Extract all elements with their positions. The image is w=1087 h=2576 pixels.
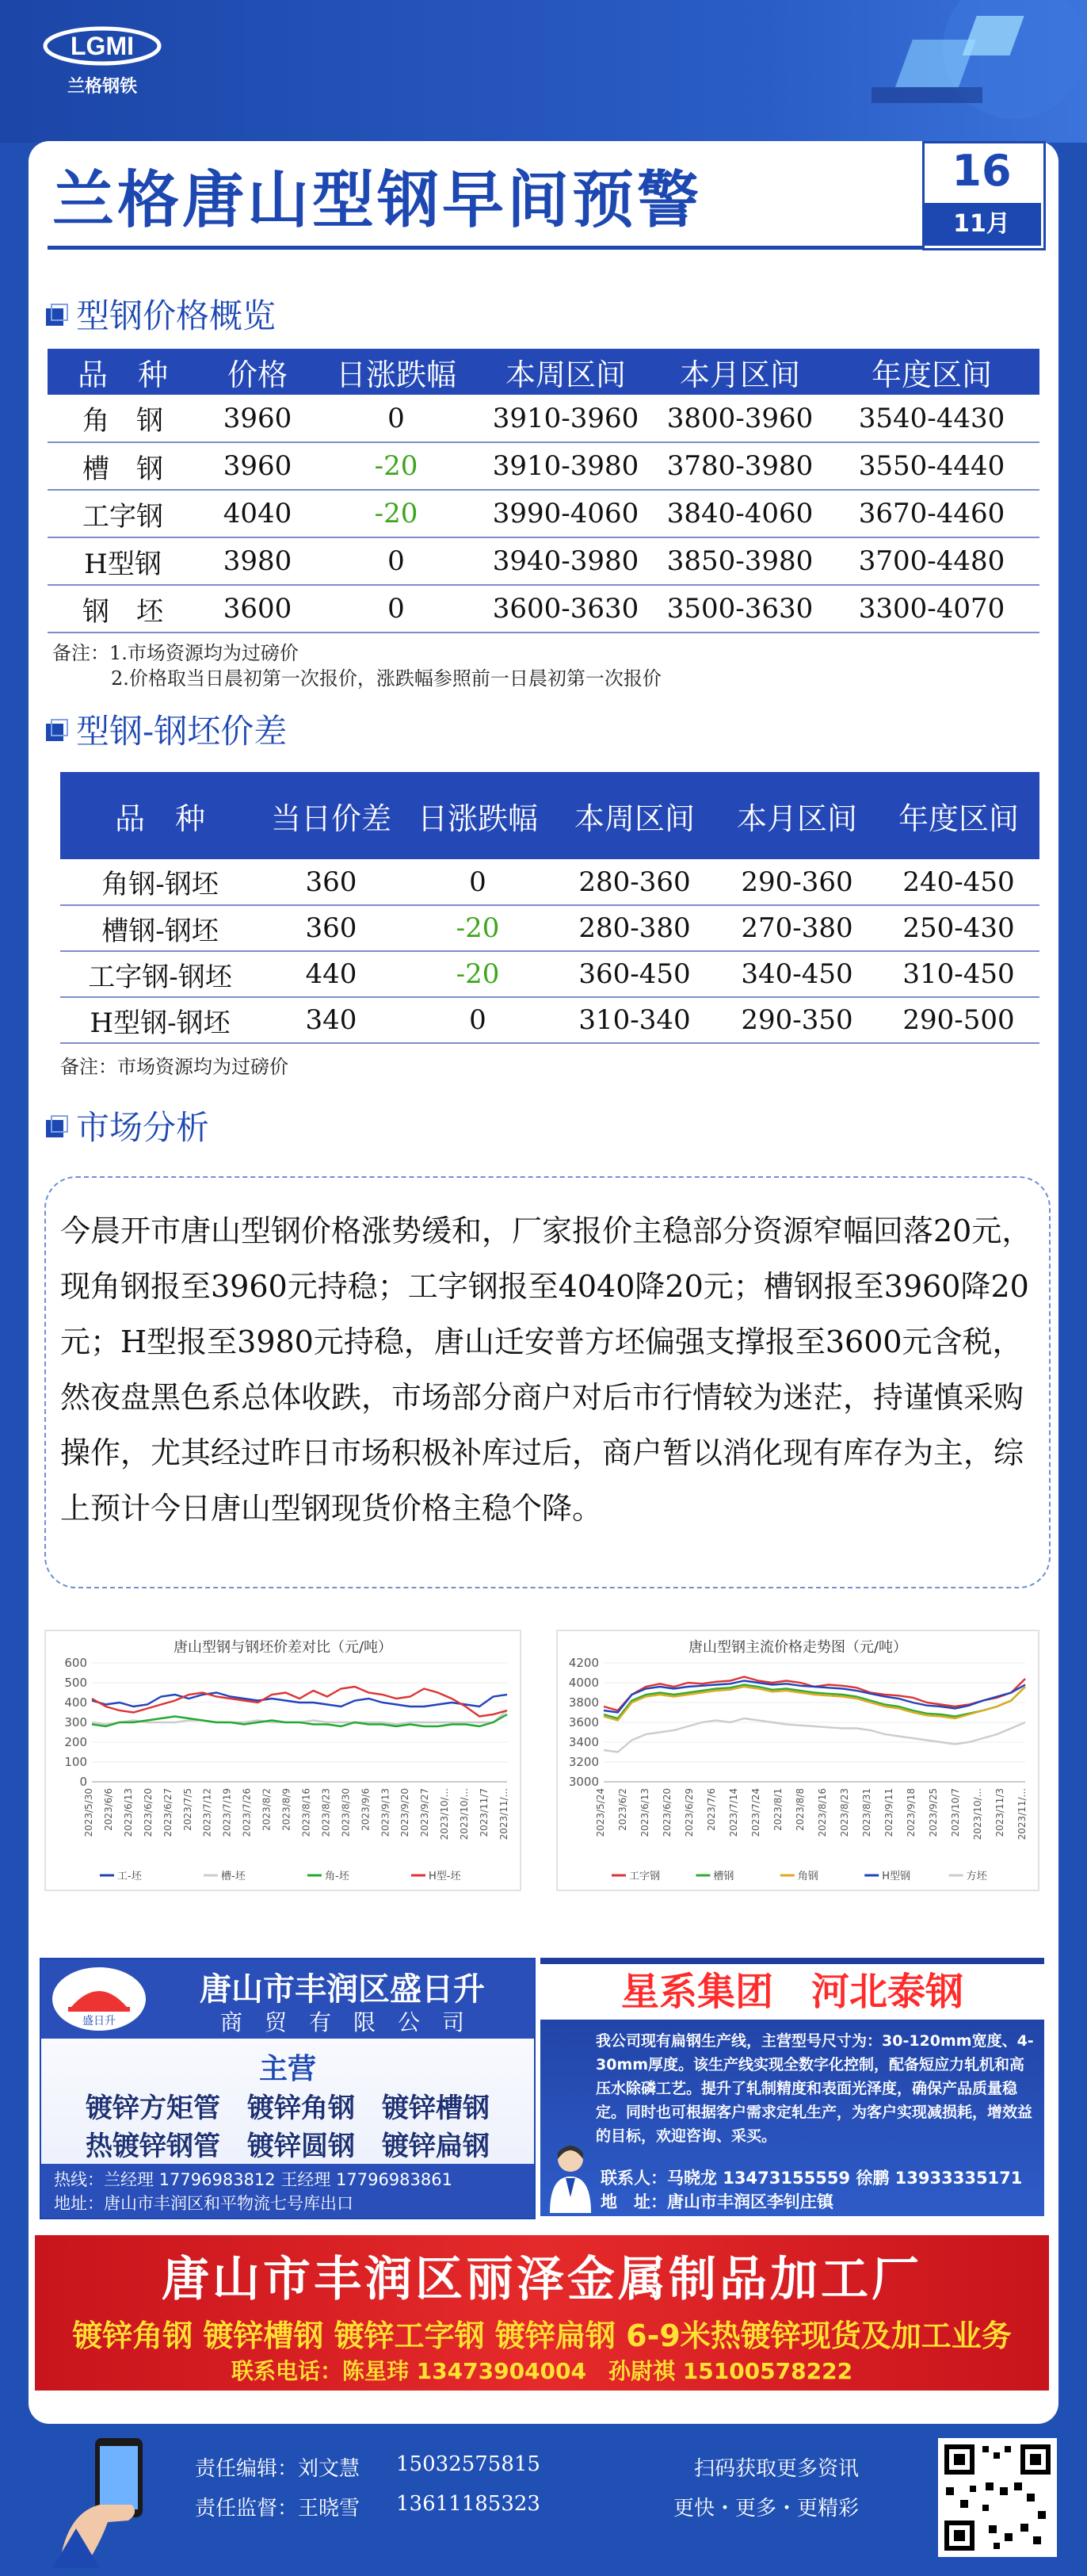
x-tick-label: 2023/6/29 — [684, 1788, 695, 1837]
x-tick-label: 2023/7/26 — [241, 1788, 253, 1837]
table-cell: 3670-4460 — [824, 490, 1039, 537]
y-tick-label: 3000 — [568, 1775, 599, 1789]
x-tick-label: 2023/6/27 — [162, 1788, 174, 1837]
x-tick-label: 2023/10/... — [459, 1788, 471, 1840]
legend-label: H型-坯 — [429, 1871, 461, 1882]
table-cell: 290-500 — [878, 997, 1039, 1043]
section-icon — [46, 719, 67, 740]
x-tick-label: 2023/9/27 — [419, 1788, 431, 1837]
ad-contact: 联系人：马晓龙 13473155559 徐鹏 13933335171 — [601, 2169, 1023, 2188]
table-row — [48, 490, 1039, 537]
table-cell: 280-380 — [553, 905, 716, 951]
table-note: 备注：市场资源均为过磅价 — [60, 1056, 288, 1078]
table-cell: 3910-3980 — [475, 442, 656, 490]
x-tick-label: 2023/7/6 — [706, 1788, 717, 1831]
y-tick-label: 400 — [64, 1695, 87, 1710]
ad-logo-badge — [52, 1967, 146, 2031]
table-cell: 3940-3980 — [475, 537, 656, 585]
x-tick-label: 2023/6/20 — [662, 1788, 673, 1837]
chart-title: 唐山型钢与钢坯价差对比（元/吨） — [173, 1639, 393, 1656]
table-cell: -20 — [402, 905, 553, 951]
x-tick-label: 2023/8/31 — [861, 1788, 872, 1837]
table-cell: 3700-4480 — [824, 537, 1039, 585]
column-header: 本月区间 — [656, 349, 824, 395]
table-cell: 290-350 — [716, 997, 878, 1043]
chart-trend — [556, 1630, 1039, 1891]
x-tick-label: 2023/9/20 — [399, 1788, 411, 1837]
x-tick-label: 2023/11/3 — [994, 1788, 1005, 1837]
legend-label: 槽钢 — [713, 1871, 734, 1882]
table-cell: 0 — [317, 585, 475, 633]
table-cell: 钢 坯 — [48, 585, 198, 633]
ad-title: 唐山市丰润区丽泽金属制品加工厂 — [162, 2252, 922, 2307]
date-month: 11月 — [922, 203, 1041, 246]
table-cell: -20 — [402, 951, 553, 997]
qr-code-icon[interactable] — [938, 2438, 1057, 2557]
table-cell: 0 — [317, 537, 475, 585]
table-cell: 240-450 — [878, 859, 1039, 905]
x-tick-label: 2023/6/13 — [639, 1788, 650, 1837]
table-cell: 340-450 — [716, 951, 878, 997]
column-header: 本周区间 — [553, 772, 716, 859]
table-row — [60, 905, 1039, 951]
x-tick-label: 2023/9/6 — [360, 1788, 372, 1831]
table-cell: 3960 — [198, 395, 317, 442]
ad-address: 地 址：唐山市丰润区李钊庄镇 — [601, 2192, 833, 2211]
header-decoration — [776, 0, 1087, 143]
ad-products-line: 镀锌方矩管 镀锌角钢 镀锌槽钢 — [86, 2093, 490, 2124]
column-header: 本月区间 — [716, 772, 878, 859]
ad-body: 我公司现有扁钢生产线，主营型号尺寸为：30-120mm宽度、4-30mm厚度。该生产线实现全数字化控制，配备短应力轧机和高压水除磷工艺。提升了轧制精度和表面光泽度，确保产品质量稳定。同时也可根据客户需求定轧生产，为客户实现减损耗，增效益的目标，欢迎咨询、采买。 — [596, 2032, 1034, 2145]
y-tick-label: 3200 — [568, 1755, 599, 1769]
table-row — [48, 442, 1039, 490]
table-cell: 槽 钢 — [48, 442, 198, 490]
footer-editor: 责任编辑：刘文慧 — [195, 2457, 360, 2481]
table-header-row — [60, 772, 1039, 859]
phone-hand-icon — [52, 2433, 171, 2568]
table-cell: -20 — [317, 490, 475, 537]
ad-phone: 联系电话：陈星玮 13473904004 孙尉祺 15100578222 — [231, 2358, 853, 2384]
column-header: 本周区间 — [475, 349, 656, 395]
x-tick-label: 2023/8/1 — [772, 1788, 784, 1831]
table-note: 2.价格取当日晨初第一次报价，涨跌幅参照前一日晨初第一次报价 — [111, 667, 662, 690]
x-tick-label: 2023/6/2 — [617, 1788, 628, 1831]
column-header: 日涨跌幅 — [317, 349, 475, 395]
x-tick-label: 2023/11/... — [498, 1788, 509, 1840]
chart-title: 唐山型钢主流价格走势图（元/吨） — [688, 1639, 908, 1656]
ad-lize[interactable] — [35, 2235, 1049, 2391]
table-cell: 3850-3980 — [656, 537, 824, 585]
ad-shengrisheng[interactable] — [40, 1958, 536, 2219]
section-heading-analysis — [46, 1102, 209, 1149]
x-tick-label: 2023/6/13 — [122, 1788, 134, 1837]
x-tick-label: 2023/9/18 — [906, 1788, 917, 1837]
column-header: 年度区间 — [824, 349, 1039, 395]
x-tick-label: 2023/6/20 — [142, 1788, 154, 1837]
ad-hotline: 热线：兰经理 17796983812 王经理 17796983861 — [54, 2170, 452, 2189]
logo-icon — [43, 22, 162, 70]
x-tick-label: 2023/10/... — [972, 1788, 983, 1840]
column-header: 日涨跌幅 — [402, 772, 553, 859]
table-cell: 0 — [402, 859, 553, 905]
table-cell: 250-430 — [878, 905, 1039, 951]
column-header: 品 种 — [48, 349, 198, 395]
footer-slogan: 更快・更多・更精彩 — [673, 2497, 860, 2521]
x-tick-label: 2023/7/24 — [750, 1788, 761, 1837]
table-row — [48, 395, 1039, 442]
x-tick-label: 2023/8/23 — [320, 1788, 332, 1837]
column-header: 品 种 — [60, 772, 260, 859]
x-tick-label: 2023/8/16 — [300, 1788, 312, 1837]
table-cell: 3600 — [198, 585, 317, 633]
table-cell: H型钢 — [48, 537, 198, 585]
company-logo-icon — [52, 1967, 146, 2031]
x-tick-label: 2023/8/30 — [340, 1788, 352, 1837]
section-title: 市场分析 — [76, 1108, 210, 1147]
y-tick-label: 500 — [64, 1676, 87, 1690]
x-tick-label: 2023/5/24 — [595, 1788, 606, 1837]
person-icon — [547, 2142, 594, 2213]
svg-text:LGMI: LGMI — [71, 32, 134, 60]
table-cell: 3910-3960 — [475, 395, 656, 442]
table-cell: 3840-4060 — [656, 490, 824, 537]
table-cell: 360 — [260, 859, 402, 905]
table-cell: 3600-3630 — [475, 585, 656, 633]
table-row — [48, 585, 1039, 633]
table-row — [60, 859, 1039, 905]
table-cell: 360-450 — [553, 951, 716, 997]
x-tick-label: 2023/8/2 — [261, 1788, 273, 1831]
table-cell: 槽钢-钢坯 — [60, 905, 260, 951]
table-cell: 360 — [260, 905, 402, 951]
series-line — [604, 1685, 1025, 1719]
legend-label: 工字钢 — [629, 1871, 661, 1882]
x-tick-label: 2023/11/7 — [479, 1788, 490, 1837]
svg-text:盛日升: 盛日升 — [82, 2015, 116, 2028]
table-row — [60, 997, 1039, 1043]
table-cell: 角钢-钢坯 — [60, 859, 260, 905]
table-cell: 工字钢-钢坯 — [60, 951, 260, 997]
ad-address: 地址：唐山市丰润区和平物流七号库出口 — [54, 2194, 353, 2213]
y-tick-label: 200 — [64, 1735, 87, 1749]
table-cell: 3550-4440 — [824, 442, 1039, 490]
table-cell: 3800-3960 — [656, 395, 824, 442]
brand-logo — [43, 22, 162, 70]
chart-spread-svg — [46, 1631, 520, 1890]
price-table — [48, 349, 1039, 633]
table-cell: 3500-3630 — [656, 585, 824, 633]
x-tick-label: 2023/7/12 — [201, 1788, 213, 1837]
table-cell: 310-340 — [553, 997, 716, 1043]
title-underline — [48, 246, 935, 250]
y-tick-label: 0 — [79, 1775, 87, 1789]
table-row — [48, 537, 1039, 585]
section-heading-price-overview — [46, 290, 276, 338]
table-cell: 3300-4070 — [824, 585, 1039, 633]
x-tick-label: 2023/8/23 — [839, 1788, 850, 1837]
column-header: 当日价差 — [260, 772, 402, 859]
brand-name: 兰格钢铁 — [67, 76, 137, 97]
table-cell: 3960 — [198, 442, 317, 490]
x-tick-label: 2023/11/... — [1016, 1788, 1028, 1840]
x-tick-label: 2023/7/14 — [728, 1788, 739, 1837]
column-header: 年度区间 — [878, 772, 1039, 859]
legend-label: 方坯 — [966, 1871, 987, 1882]
section-title: 型钢价格概览 — [76, 296, 277, 335]
chart-spread — [44, 1630, 521, 1891]
y-tick-label: 3600 — [568, 1715, 599, 1729]
table-cell: 310-450 — [878, 951, 1039, 997]
x-tick-label: 2023/8/9 — [280, 1788, 292, 1831]
x-tick-label: 2023/7/5 — [181, 1788, 193, 1831]
table-cell: 280-360 — [553, 859, 716, 905]
table-cell: 4040 — [198, 490, 317, 537]
footer-scan-text: 扫码获取更多资讯 — [694, 2457, 860, 2481]
ad-company-sub: 商 贸 有 限 公 司 — [219, 2009, 464, 2035]
x-tick-label: 2023/10/7 — [950, 1788, 961, 1837]
series-line — [604, 1718, 1025, 1752]
legend-label: 角钢 — [797, 1871, 818, 1882]
x-tick-label: 2023/9/13 — [379, 1788, 391, 1837]
y-tick-label: 100 — [64, 1755, 87, 1769]
y-tick-label: 3400 — [568, 1735, 599, 1749]
ad-taigang[interactable] — [540, 1958, 1044, 2216]
y-tick-label: 600 — [64, 1656, 87, 1670]
table-row — [60, 951, 1039, 997]
table-cell: 0 — [402, 997, 553, 1043]
header-banner — [0, 0, 1087, 143]
ad-products-line: 热镀锌钢管 镀锌圆钢 镀锌扁钢 — [86, 2131, 490, 2162]
ad-company-name: 唐山市丰润区盛日升 — [200, 1970, 485, 2008]
chart-trend-svg — [558, 1631, 1038, 1890]
table-cell: 3990-4060 — [475, 490, 656, 537]
table-cell: 0 — [317, 395, 475, 442]
y-tick-label: 3800 — [568, 1695, 599, 1710]
x-tick-label: 2023/6/6 — [102, 1788, 114, 1831]
y-tick-label: 300 — [64, 1715, 87, 1729]
section-title: 型钢-钢坯价差 — [76, 712, 288, 751]
legend-label: H型钢 — [882, 1871, 910, 1882]
ad-title: 星系集团 河北泰钢 — [540, 1964, 1044, 2020]
footer-editor-phone: 15032575815 — [396, 2452, 540, 2476]
table-cell: -20 — [317, 442, 475, 490]
table-note: 备注：1.市场资源均为过磅价 — [52, 642, 299, 664]
date-day: 16 — [952, 146, 1012, 196]
spread-table — [60, 772, 1039, 1044]
x-tick-label: 2023/9/25 — [928, 1788, 939, 1837]
x-tick-label: 2023/7/19 — [221, 1788, 233, 1837]
section-icon — [46, 304, 67, 324]
legend-label: 工-坯 — [117, 1871, 142, 1882]
table-cell: 角 钢 — [48, 395, 198, 442]
section-heading-spread — [46, 705, 287, 753]
y-tick-label: 4200 — [568, 1656, 599, 1670]
x-tick-label: 2023/5/30 — [83, 1788, 94, 1837]
page-title: 兰格唐山型钢早间预警 — [52, 164, 703, 236]
table-cell: H型钢-钢坯 — [60, 997, 260, 1043]
table-cell: 440 — [260, 951, 402, 997]
x-tick-label: 2023/10/... — [439, 1788, 451, 1840]
analysis-text: 今晨开市唐山型钢价格涨势缓和，厂家报价主稳部分资源窄幅回落20元，现角钢报至3960元持稳；工字钢报至4040降20元；槽钢报至3960降20元；H型报至3980元持稳，唐山迁安普方坯偏强支撑报至3600元含税，然夜盘黑色系总体收跌，市场部分商户对后市行情较为迷茫，持谨慎采购操作，尤其经过昨日市场积极补库过后，商户暂以消化现有库存为主，综上预计今日唐山型钢现货价格主稳个降。 — [60, 1213, 1032, 1526]
ad-products: 镀锌角钢 镀锌槽钢 镀锌工字钢 镀锌扁钢 6-9米热镀锌现货及加工业务 — [72, 2318, 1012, 2353]
table-cell: 3980 — [198, 537, 317, 585]
x-tick-label: 2023/9/11 — [883, 1788, 894, 1837]
series-line — [92, 1714, 507, 1726]
footer-supervisor: 责任监督：王晓雪 — [195, 2497, 360, 2521]
table-cell: 3780-3980 — [656, 442, 824, 490]
footer-supervisor-phone: 13611185323 — [396, 2492, 540, 2516]
table-cell: 工字钢 — [48, 490, 198, 537]
x-tick-label: 2023/8/16 — [817, 1788, 828, 1837]
section-icon — [46, 1115, 67, 1136]
table-cell: 290-360 — [716, 859, 878, 905]
y-tick-label: 4000 — [568, 1676, 599, 1690]
legend-label: 角-坯 — [325, 1871, 349, 1882]
table-header-row — [48, 349, 1039, 395]
legend-label: 槽-坯 — [221, 1871, 246, 1882]
column-header: 价格 — [198, 349, 317, 395]
table-cell: 270-380 — [716, 905, 878, 951]
table-cell: 340 — [260, 997, 402, 1043]
x-tick-label: 2023/8/8 — [795, 1788, 806, 1831]
table-cell: 3540-4430 — [824, 395, 1039, 442]
ad-main-label: 主营 — [258, 2053, 316, 2085]
